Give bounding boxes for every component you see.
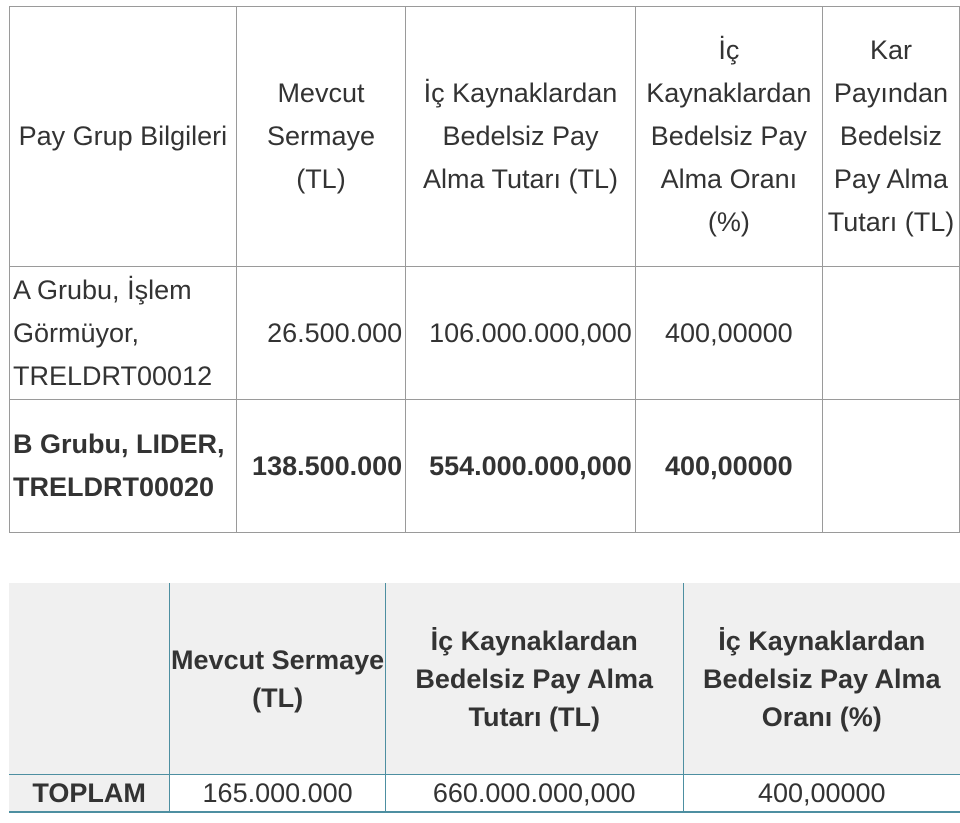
- total-capital-cell: 165.000.000: [170, 775, 386, 813]
- share-group-table: [9, 6, 960, 533]
- bonus-amount-cell: 106.000.000,000: [406, 267, 636, 400]
- total-header-row: [9, 583, 960, 775]
- group-name-cell: B Grubu, LIDER, TRELDRT00020: [10, 400, 237, 533]
- capital-cell: 26.500.000: [236, 267, 405, 400]
- total-bonus-ratio-cell: 400,00000: [683, 775, 960, 813]
- total-row: [9, 775, 960, 813]
- header-kar-payindan-bedelsiz: Kar Payından Bedelsiz Pay Alma Tutarı (TL): [822, 7, 959, 267]
- total-header-mevcut-sermaye: Mevcut Sermaye (TL): [170, 583, 386, 775]
- bonus-ratio-cell: 400,00000: [635, 267, 822, 400]
- dividend-bonus-cell: [822, 267, 959, 400]
- capital-cell: 138.500.000: [236, 400, 405, 533]
- table-row: [10, 267, 960, 400]
- total-header-bedelsiz-pay-tutari: İç Kaynaklardan Bedelsiz Pay Alma Tutarı (TL): [385, 583, 683, 775]
- total-bonus-amount-cell: 660.000.000,000: [385, 775, 683, 813]
- dividend-bonus-cell: [822, 400, 959, 533]
- total-table: [9, 583, 960, 813]
- total-header-empty: [9, 583, 170, 775]
- table-row: [10, 400, 960, 533]
- header-mevcut-sermaye: Mevcut Sermaye (TL): [236, 7, 405, 267]
- group-name-cell: A Grubu, İşlem Görmüyor, TRELDRT00012: [10, 267, 237, 400]
- header-pay-grup-bilgileri: Pay Grup Bilgileri: [10, 7, 237, 267]
- bonus-ratio-cell: 400,00000: [635, 400, 822, 533]
- share-group-header-row: [10, 7, 960, 267]
- bonus-amount-cell: 554.000.000,000: [406, 400, 636, 533]
- header-bedelsiz-pay-tutari: İç Kaynaklardan Bedelsiz Pay Alma Tutarı (TL): [406, 7, 636, 267]
- total-header-bedelsiz-pay-orani: İç Kaynaklardan Bedelsiz Pay Alma Oranı (%): [683, 583, 960, 775]
- total-label: TOPLAM: [9, 775, 170, 813]
- header-bedelsiz-pay-orani: İç Kaynaklardan Bedelsiz Pay Alma Oranı (%): [635, 7, 822, 267]
